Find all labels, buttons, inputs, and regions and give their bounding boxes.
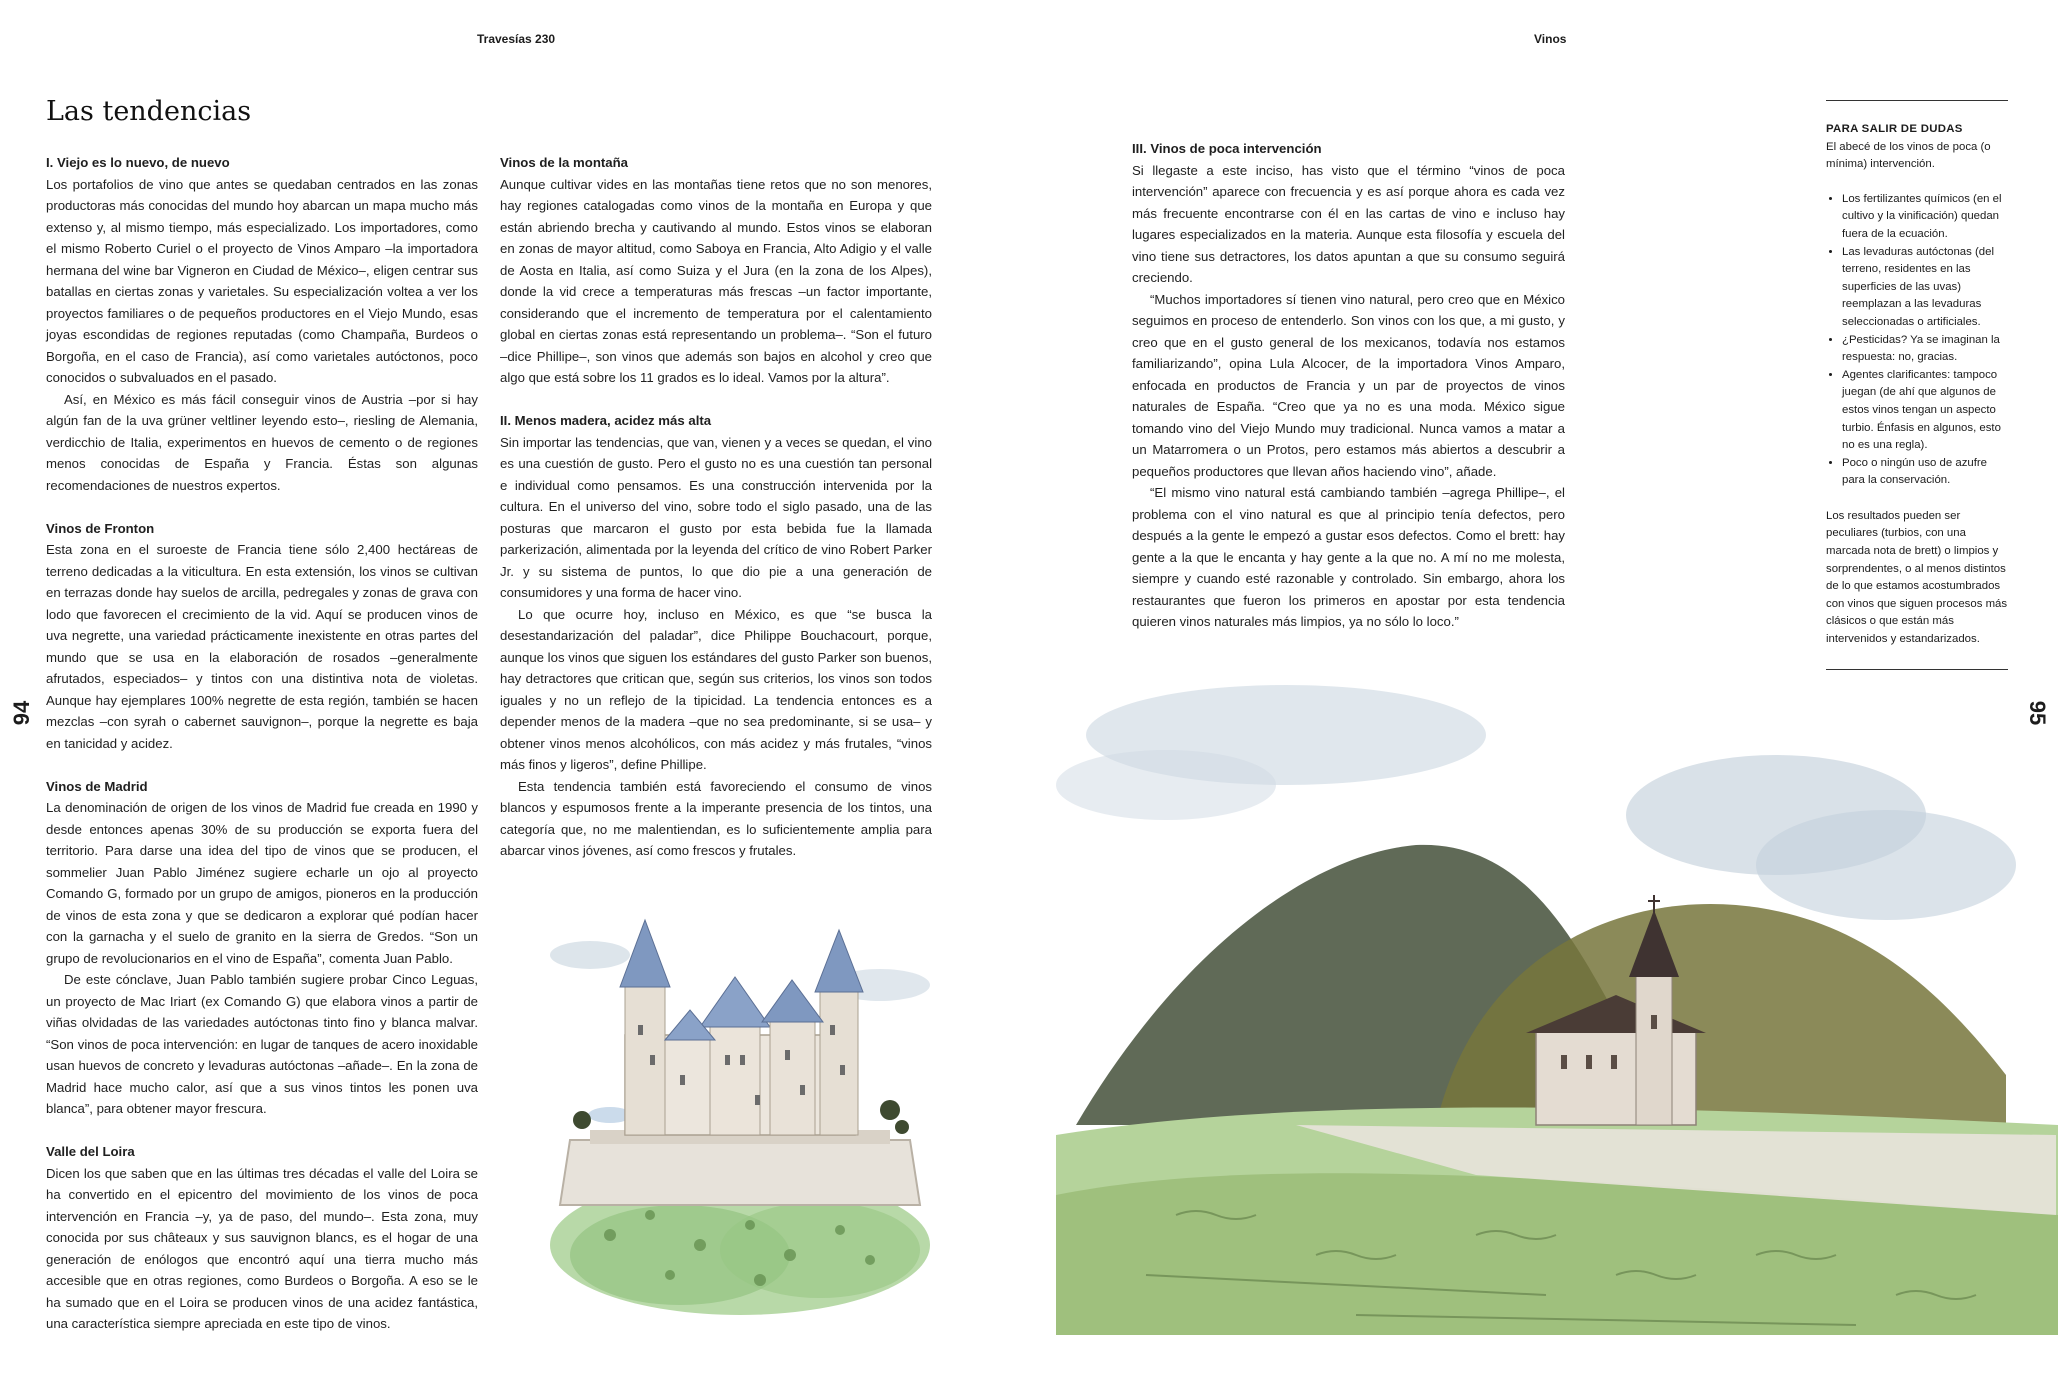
section-heading: Vinos de Madrid <box>46 778 148 794</box>
sidebar-closing: Los resultados pueden ser peculiares (turbios, con una marcada nota de brett) o limpios y sorprendentes, o al menos distintos de lo que estamos acostumbrados con vinos que siguen procesos más clásicos o que están más intervenidos y estandarizados. <box>1826 509 2008 646</box>
body-paragraph: “Muchos importadores sí tienen vino natural, pero creo que en México seguimos en proceso de entenderlo. Son vinos con los que, a mi gusto, y creo que en el gusto general de los mexicanos, todavía nos estamos familiarizando”, opina Lula Alcocer, de la importadora Vinos Amparo, enfocada en productos de Francia y un par de proyectos de vinos naturales de España. “Creo que ya no es una moda. México sigue tomando vino del Viejo Mundo muy tradicional. Nunca vamos a matar a un Matarromera o un Protos, pero estamos más abiertos a descubrir a pequeños productores que llevan años haciendo vino”, añade. <box>1132 291 1565 479</box>
running-head-left: Travesías 230 <box>477 32 556 46</box>
article-section <box>46 1141 478 1335</box>
body-paragraph: Sin importar las tendencias, que van, vienen y a veces se quedan, el vino es una cuestión de gusto. Pero el gusto no es una cuestión tan personal e individual como pensamos. Es una construcción intervenida por la cultura. En el universo del vino, sobre todo el siglo pasado, una de las posturas que marcaron el gusto por esta bebida fue la llamada parkerización, alimentada por la leyenda del crítico de vino Robert Parker Jr. y su sistema de puntos, lo que dio pie a una generación de consumidores y una forma de hacer vino. <box>500 434 932 600</box>
article-section <box>500 152 932 389</box>
section-heading: Vinos de Fronton <box>46 520 155 536</box>
section-heading: III. Vinos de poca intervención <box>1132 141 1322 156</box>
sidebar-box <box>1826 100 2008 670</box>
article-section <box>1132 138 1565 633</box>
article-section <box>46 152 478 496</box>
article-section <box>46 518 478 755</box>
page-number-right: 95 <box>2025 700 2051 726</box>
running-head-right: Vinos <box>1534 32 1567 46</box>
body-paragraph: Esta zona en el suroeste de Francia tiene sólo 2,400 hectáreas de terreno dedicadas a la viticultura. En esta extensión, los vinos se cultivan en terrazas donde hay suelos de arcilla, pedregales y zonas de grava con lodo que favorecen el crecimiento de la vid. Aquí se producen vinos de uva negrette, una variedad prácticamente inexistente en otras partes del mundo que se usa en la elaboración de rosados –generalmente afrutados, especiados– y tintos con una distintiva nota de violetas. Aunque hay ejemplares 100% negrette de esta región, también se hacen mezclas –con syrah o cabernet sauvignon–, porque la negrette es baja en tanicidad y acidez. <box>46 542 478 751</box>
page-number-left: 94 <box>9 700 35 726</box>
vineyard-church-illustration <box>1056 655 2058 1335</box>
sidebar-list-item: • ¿Pesticidas? Ya se imaginan la respuesta: no, gracias. <box>1842 332 2008 367</box>
sidebar-title: PARA SALIR DE DUDAS <box>1826 123 1963 135</box>
sidebar-list <box>1826 191 2008 490</box>
text-column-1 <box>46 152 478 1356</box>
sidebar-list-item: • Los fertilizantes químicos (en el cultivo y la vinificación) quedan fuera de la ecuación. <box>1842 191 2008 244</box>
section-heading: II. Menos madera, acidez más alta <box>500 413 712 428</box>
castle-illustration <box>530 915 950 1315</box>
article-section <box>46 776 478 1120</box>
body-paragraph: Esta tendencia también está favoreciendo el consumo de vinos blancos y espumosos frente a la imperante presencia de los tintos, una categoría que, no me malentiendan, es lo suficientemente amplia para abarcar vinos jóvenes, así como frescos y frutales. <box>500 778 932 858</box>
body-paragraph: Dicen los que saben que en las últimas tres décadas el valle del Loira se ha convertido en el epicentro del movimiento de los vinos de poca intervención en Francia –y, ya de paso, del mundo–. Esta zona, muy conocida por sus châteaux y sus sauvignon blancs, es el hogar de una generación de enólogos que encontró aquí una tierra mucho más accesible que en otras regiones, como Burdeos o Borgoña. A eso se le ha sumado que en el Loira se producen vinos de una acidez fantástica, una característica siempre apreciada en este tipo de vinos. <box>46 1165 478 1331</box>
body-paragraph: Aunque cultivar vides en las montañas tiene retos que no son menores, hay regiones catalogadas como vinos de la montaña en Europa y que están abriendo brecha y cautivando al mundo. Estos vinos se elaboran en zonas de mayor altitud, como Saboya en Francia, Alto Adigio y el valle de Aosta en Italia, así como Suiza y el Jura (en la zona de los Alpes), donde la vid crece a temperaturas más frescas –un factor importante, considerando que el incremento de temperatura por el calentamiento global en ciertas zonas está representando un problema–. “Son el futuro –dice Phillipe–, son vinos que además son bajos en alcohol y creo que algo que está sobre los 11 grados es lo ideal. Vamos por la altura”. <box>500 176 932 385</box>
body-paragraph: Los portafolios de vino que antes se quedaban centrados en las zonas productoras más conocidas del mundo hoy abarcan un mapa mucho más extenso y, al mismo tiempo, más especializado. Los importadores, como el mismo Roberto Curiel o el proyecto de Vinos Amparo –la importadora hermana del wine bar Vigneron en Ciudad de México–, eligen centrar sus batallas en ciertas zonas y varietales. Su especialización voltea a ver los proyectos familiares o de pequeños productores en el Viejo Mundo, esas joyas escondidas de regiones reputadas (como Champaña, Burdeos o Borgoña, en el caso de Francia), así como varietales autóctonos, poco conocidos o subvaluados en el pasado. <box>46 176 478 385</box>
body-paragraph: “El mismo vino natural está cambiando también –agrega Phillipe–, el problema con el vino natural es que al principio tenía defectos, pero después a la gente le empezó a gustar esos defectos. Como el brett: hay gente a la que le encanta y hay gente a la que no. A mí no me molesta, siempre y cuando esté razonable y controlado. Sin embargo, ahora los restaurantes que fueron los primeros en apostar por esta tendencia quieren vinos naturales más limpios, ya no sólo lo loco.” <box>1132 485 1565 629</box>
body-paragraph: Así, en México es más fácil conseguir vinos de Austria –por si hay algún fan de la uva grüner veltliner leyendo esto–, riesling de Alemania, verdicchio de Italia, experimentos en huevos de cemento o de regiones menos conocidas de España y Francia. Éstas son algunas recomendaciones de nuestros expertos. <box>46 391 478 493</box>
sidebar-list-item: • Poco o ningún uso de azufre para la conservación. <box>1842 455 2008 490</box>
body-paragraph: La denominación de origen de los vinos de Madrid fue creada en 1990 y desde entonces apenas 30% de su producción se exporta fuera del territorio. Para darse una idea del tipo de vinos que se producen, el sommelier Juan Pablo Jiménez sugiere echarle un ojo al proyecto Comando G, formado por un grupo de amigos, pioneros en la producción de vinos de esta zona y que se dedicaron a explorar qué podían hacer con la garnacha y el suelo de granito en la sierra de Gredos. “Son un grupo de revolucionarios en el vino de España”, comenta Juan Pablo. <box>46 800 478 966</box>
sidebar-list-item: • Las levaduras autóctonas (del terreno, residentes en las superficies de las uvas) reemplazan a las levaduras seleccionadas o artificiales. <box>1842 244 2008 332</box>
article-section <box>500 410 932 862</box>
body-paragraph: Lo que ocurre hoy, incluso en México, es que “se busca la desestandarización del paladar”, dice Philippe Bouchacourt, porque, aunque los vinos que siguen los estándares del gusto Parker son buenos, hay detractores que critican que, según sus criterios, los vinos son todos iguales y no un reflejo de la tipicidad. La tendencia entonces es a depender menos de la madera –que no sea predominante, si se usa– y obtener vinos menos alcohólicos, con más acidez y más frutales, “vinos más finos y ligeros”, define Phillipe. <box>500 606 932 772</box>
text-column-2 <box>500 152 932 883</box>
section-heading: Vinos de la montaña <box>500 155 628 170</box>
section-heading: I. Viejo es lo nuevo, de nuevo <box>46 155 230 170</box>
body-paragraph: De este cónclave, Juan Pablo también sugiere probar Cinco Leguas, un proyecto de Mac Iriart (ex Comando G) que elabora vinos a partir de viñas olvidadas de las variedades autóctonas tinto fino y blanca malvar. “Son vinos de poca intervención: en lugar de tanques de acero inoxidable usan huevos de concreto y levaduras autóctonas –añade–. En la zona de Madrid hace mucho calor, así que a sus vinos tintos les ponen uva blanca”, para obtener mayor frescura. <box>46 972 478 1116</box>
body-paragraph: Si llegaste a este inciso, has visto que el término “vinos de poca intervención” aparece con frecuencia y es así porque ahora es cada vez más frecuente encontrarse con él en las cartas de vino e incluso hay lugares especializados en la materia. Aunque esta filosofía y escuela del vino tiene sus detractores, los datos apuntan a que su consumo seguirá creciendo. <box>1132 162 1565 285</box>
article-title: Las tendencias <box>46 96 252 127</box>
sidebar-subtitle: El abecé de los vinos de poca (o mínima) intervención. <box>1826 140 1991 171</box>
section-heading: Valle del Loira <box>46 1144 135 1159</box>
text-column-3 <box>1132 138 1565 654</box>
sidebar-list-item: • Agentes clarificantes: tampoco juegan (de ahí que algunos de estos vinos tengan un aspecto turbio. Énfasis en algunos, esto no es una regla). <box>1842 367 2008 455</box>
